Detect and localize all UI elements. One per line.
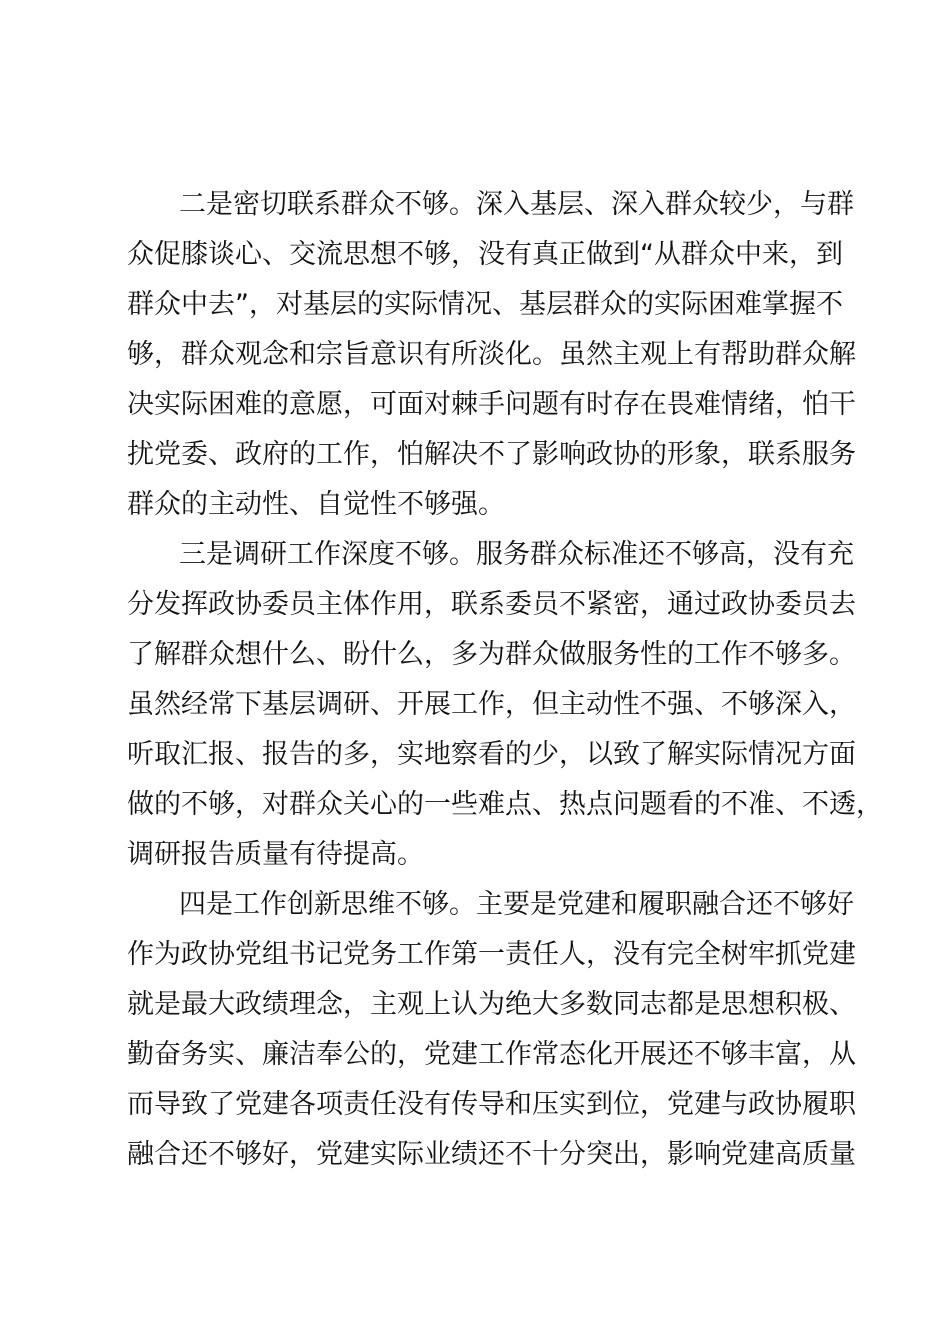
paragraph-2-line-5: 听取汇报、报告的多，实地察看的少，以致了解实际情况方面 [127, 739, 856, 770]
paragraph-2-line-6: 做的不够，对群众关心的一些难点、热点问题看的不准、不透， [127, 789, 883, 820]
document-body [127, 180, 883, 1180]
paragraph-1-line-7: 群众的主动性、自觉性不够强。 [127, 489, 505, 520]
paragraph-1-line-4: 够，群众观念和宗旨意识有所淡化。虽然主观上有帮助群众解 [127, 339, 856, 370]
paragraph-1-line-5: 决实际困难的意愿，可面对棘手问题有时存在畏难情绪，怕干 [127, 389, 856, 420]
paragraph-3-line-1: 四是工作创新思维不够。主要是党建和履职融合还不够好 [179, 889, 854, 920]
paragraph-2-line-4: 虽然经常下基层调研、开展工作，但主动性不强、不够深入， [127, 689, 856, 720]
paragraph-3-line-4: 勤奋务实、廉洁奉公的，党建工作常态化开展还不够丰富，从 [127, 1039, 856, 1070]
paragraph-1-line-1: 二是密切联系群众不够。深入基层、深入群众较少，与群 [179, 189, 854, 220]
paragraph-1-line-6: 扰党委、政府的工作，怕解决不了影响政协的形象，联系服务 [127, 439, 856, 470]
paragraph-2-line-7: 调研报告质量有待提高。 [127, 839, 424, 870]
paragraph-2-line-1: 三是调研工作深度不够。服务群众标准还不够高，没有充 [179, 539, 854, 570]
paragraph-2-line-3: 了解群众想什么、盼什么，多为群众做服务性的工作不够多。 [127, 639, 856, 670]
paragraph-2-line-2: 分发挥政协委员主体作用，联系委员不紧密，通过政协委员去 [127, 589, 856, 620]
paragraph-3-line-6: 融合还不够好，党建实际业绩还不十分突出，影响党建高质量 [127, 1139, 856, 1170]
paragraph-3-line-5: 而导致了党建各项责任没有传导和压实到位，党建与政协履职 [127, 1089, 856, 1120]
paragraph-3-line-3: 就是最大政绩理念，主观上认为绝大多数同志都是思想积极、 [127, 989, 856, 1020]
paragraph-3-line-2: 作为政协党组书记党务工作第一责任人，没有完全树牢抓党建 [127, 939, 856, 970]
paragraph-1-line-2: 众促膝谈心、交流思想不够，没有真正做到“从群众中来，到 [127, 239, 843, 270]
paragraph-1-line-3: 群众中去”，对基层的实际情况、基层群众的实际困难掌握不 [127, 289, 843, 320]
